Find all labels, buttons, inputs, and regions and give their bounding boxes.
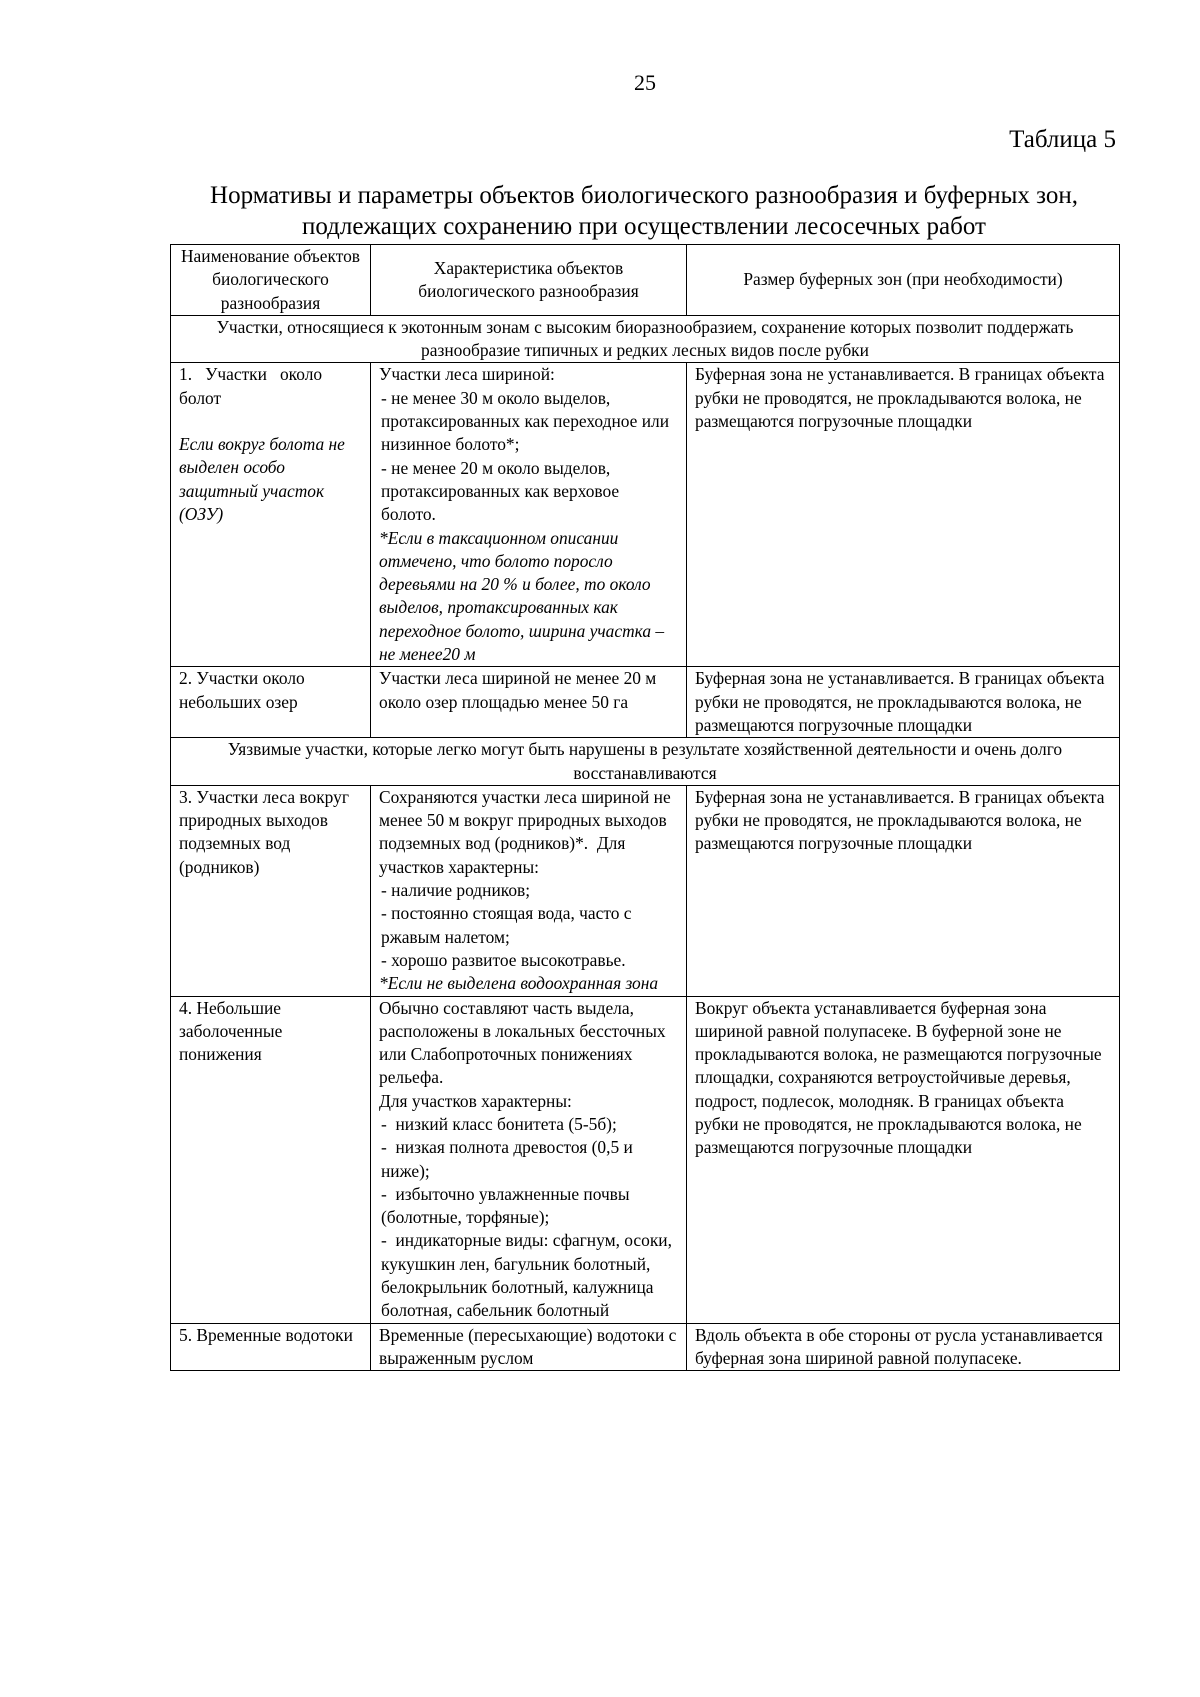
buffer-cell: Вокруг объекта устанавливается буферная зона шириной равной полупасеке. В буферной зоне не прокладываются волока, не размещаются погрузочные площадки, сохраняются ветроустойчивые деревья, подрост, подлесок, молодняк. В границах объекта рубки не проводятся, не прокладываются волока, не размещаются погрузочные площадки (687, 996, 1120, 1323)
characteristics-item: - не менее 20 м около выделов, протаксированных как верховое болото. (381, 457, 620, 525)
page-number: 25 (634, 70, 656, 95)
table-row (171, 785, 1120, 996)
table-header-row (171, 245, 1120, 316)
characteristics-item: - индикаторные виды: сфагнум, осоки, кукушкин лен, багульник болотный, белокрыльник болотный, калужница болотная, сабельник болотный (381, 1230, 672, 1321)
characteristics-item: - избыточно увлажненные почвы (болотные, торфяные); (381, 1183, 630, 1228)
characteristics-item: - не менее 30 м около выделов, протаксированных как переходное или низинное болото*; (381, 387, 670, 455)
section-title: Уязвимые участки, которые легко могут быть нарушены в результате хозяйственной деятельности и очень долго восстанавливаются (171, 738, 1120, 786)
section-title: Участки, относящиеся к экотонным зонам с высоким биоразнообразием, сохранение которых позволит поддержать разнообразие типичных и редких лесных видов после рубки (171, 315, 1120, 363)
header-characteristics: Характеристика объектов биологического разнообразия (371, 245, 687, 316)
characteristics-cell: Временные (пересыхающие) водотоки с выраженным руслом (371, 1323, 687, 1371)
buffer-cell: Буферная зона не устанавливается. В границах объекта рубки не проводятся, не прокладываются волока, не размещаются погрузочные площадки (687, 363, 1120, 667)
section-row-vulnerable (171, 738, 1120, 786)
buffer-cell: Вдоль объекта в обе стороны от русла устанавливается буферная зона шириной равной полупасеке. (687, 1323, 1120, 1371)
table-row (171, 667, 1120, 738)
header-buffer-size: Размер буферных зон (при необходимости) (687, 245, 1120, 316)
characteristics-note: *Если в таксационном описании отмечено, что болото поросло деревьями на 20 % и более, то около выделов, протаксированных как переходное болото, ширина участка – не менее20 м (379, 527, 665, 665)
buffer-cell: Буферная зона не устанавливается. В границах объекта рубки не проводятся, не прокладываются волока, не размещаются погрузочные площадки (687, 667, 1120, 738)
characteristics-intro: Для участков характерны: (379, 1090, 572, 1111)
object-name-cell (171, 363, 371, 667)
object-name-cell: 2. Участки около небольших озер (171, 667, 371, 738)
object-name-cell: 4. Небольшие заболоченные понижения (171, 996, 371, 1323)
characteristics-intro: Участки леса шириной: (379, 364, 555, 385)
object-name-cell: 5. Временные водотоки (171, 1323, 371, 1371)
section-row-ecotone (171, 315, 1120, 363)
characteristics-cell (371, 785, 687, 996)
header-object-name: Наименование объектов биологического разнообразия (171, 245, 371, 316)
buffer-cell: Буферная зона не устанавливается. В границах объекта рубки не проводятся, не прокладываются волока, не размещаются погрузочные площадки (687, 785, 1120, 996)
biodiversity-table (170, 244, 1120, 1371)
characteristics-item: - хорошо развитое высокотравье. (381, 949, 626, 970)
table-row (171, 996, 1120, 1323)
characteristics-item: - постоянно стоящая вода, часто с ржавым налетом; (381, 903, 632, 947)
table-label: Таблица 5 (1009, 126, 1116, 153)
characteristics-note: *Если не выделена водоохранная зона (379, 973, 659, 994)
characteristics-cell (371, 996, 687, 1323)
characteristics-item: - наличие родников; (381, 880, 531, 901)
characteristics-item: - низкая полнота древостоя (0,5 и ниже); (381, 1137, 633, 1181)
document-title: Нормативы и параметры объектов биологического разнообразия и буферных зон, подлежащих сохранению при осуществлении лесосечных работ (210, 182, 1078, 240)
object-name-cont: болот (179, 387, 222, 408)
object-name-cell: 3. Участки леса вокруг природных выходов подземных вод (родников) (171, 785, 371, 996)
characteristics-intro: Сохраняются участки леса шириной не менее 50 м вокруг природных выходов подземных вод (родников)*. Для участков характерны: (379, 786, 671, 877)
characteristics-cell (371, 363, 687, 667)
object-note: Если вокруг болота не выделен особо защитный участок (ОЗУ) (179, 434, 345, 524)
characteristics-item: - низкий класс бонитета (5-5б); (381, 1113, 617, 1134)
table-row (171, 363, 1120, 667)
characteristics-cell: Участки леса шириной не менее 20 м около озер площадью менее 50 га (371, 667, 687, 738)
characteristics-intro: Обычно составляют часть выдела, расположены в локальных бессточных или Слабопроточных понижениях рельефа. (379, 997, 666, 1088)
object-name: 1. Участки около (179, 364, 323, 385)
table-row (171, 1323, 1120, 1371)
